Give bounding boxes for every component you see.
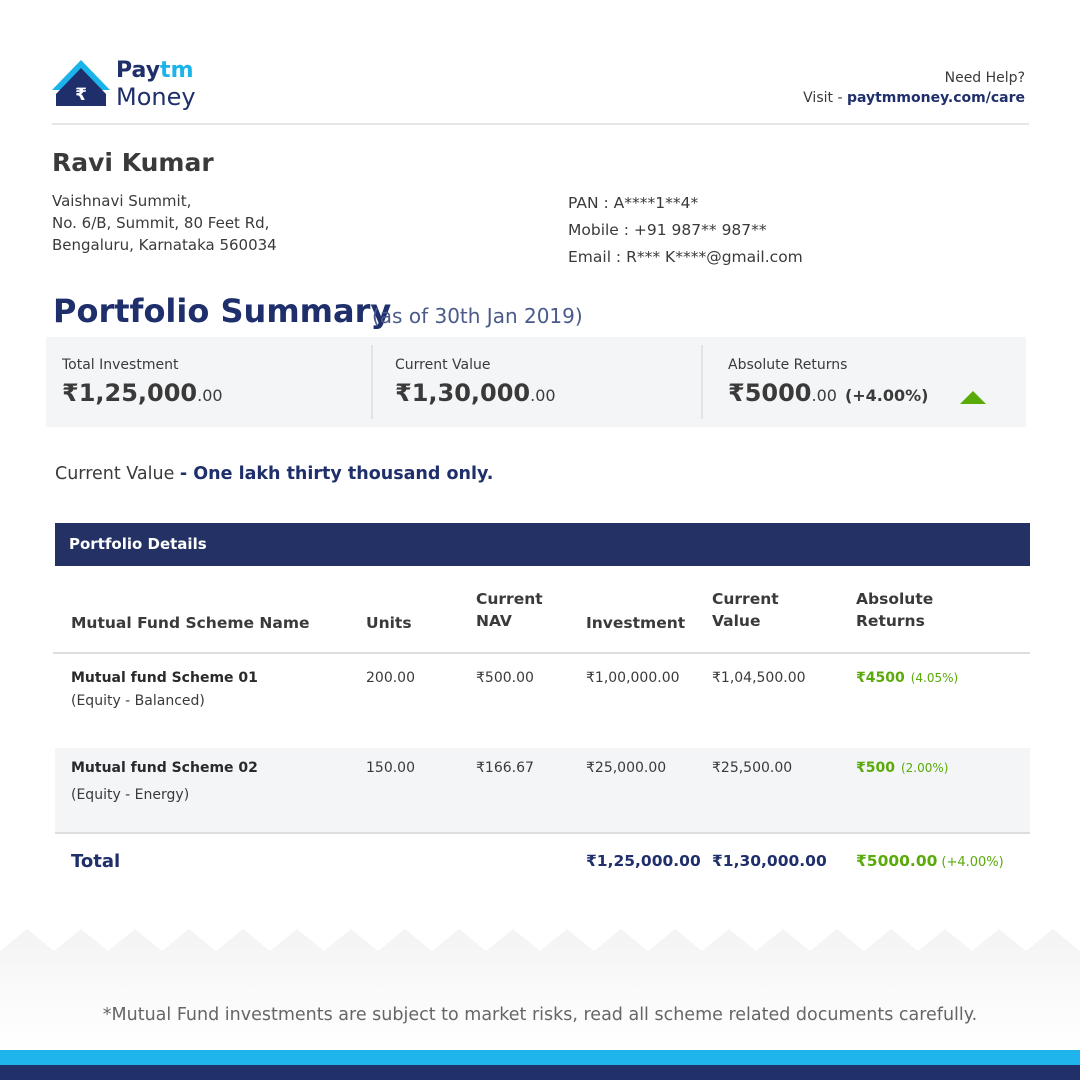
absolute-returns-card bbox=[712, 337, 1026, 427]
total-investment-card bbox=[46, 337, 371, 427]
email-address: Email : R*** K****@gmail.com bbox=[568, 248, 803, 266]
header-divider bbox=[52, 123, 1029, 125]
scheme-current-value: ₹25,500.00 bbox=[712, 760, 793, 776]
logo-wordmark-bottom: Money bbox=[116, 83, 196, 111]
zigzag-tear-edge bbox=[0, 925, 1080, 1050]
col-header-scheme-name: Mutual Fund Scheme Name bbox=[71, 614, 310, 632]
col-header-investment: Investment bbox=[586, 614, 686, 632]
scheme-investment: ₹1,00,000.00 bbox=[586, 670, 680, 686]
scheme-units: 200.00 bbox=[366, 670, 415, 686]
logo-wordmark-top: Paytm bbox=[116, 58, 194, 83]
scheme-returns: ₹4500 (4.05%) bbox=[856, 670, 959, 686]
disclaimer-text: *Mutual Fund investments are subject to market risks, read all scheme related documents carefully. bbox=[102, 1005, 978, 1025]
portfolio-summary-title: Portfolio Summary bbox=[53, 292, 392, 330]
customer-address bbox=[52, 190, 277, 256]
total-investment-label: Total Investment bbox=[62, 357, 179, 373]
customer-contact bbox=[568, 190, 803, 271]
paytm-money-logo bbox=[52, 58, 202, 114]
scheme-returns: ₹500 (2.00%) bbox=[856, 760, 949, 776]
col-header-absolute-returns: Absolute Returns bbox=[856, 590, 934, 630]
scheme-investment: ₹25,000.00 bbox=[586, 760, 667, 776]
footer-band-light bbox=[0, 1050, 1080, 1065]
summary-date: (as of 30th Jan 2019) bbox=[372, 304, 583, 328]
summary-box bbox=[46, 337, 1026, 427]
total-investment: ₹1,25,000.00 bbox=[586, 852, 701, 870]
total-returns: ₹5000.00 (+4.00%) bbox=[856, 852, 1004, 870]
footer-band-dark bbox=[0, 1065, 1080, 1080]
address-line: Vaishnavi Summit, bbox=[52, 192, 192, 210]
total-divider-line bbox=[55, 832, 1030, 834]
scheme-nav: ₹166.67 bbox=[476, 760, 534, 776]
scheme-current-value: ₹1,04,500.00 bbox=[712, 670, 806, 686]
scheme-nav: ₹500.00 bbox=[476, 670, 534, 686]
triangle-up-icon bbox=[960, 391, 986, 404]
current-value-in-words: Current Value - One lakh thirty thousand only. bbox=[55, 464, 494, 484]
scheme-units: 150.00 bbox=[366, 760, 415, 776]
address-line: No. 6/B, Summit, 80 Feet Rd, bbox=[52, 214, 270, 232]
scheme-category: (Equity - Energy) bbox=[71, 787, 190, 803]
total-current-value: ₹1,30,000.00 bbox=[712, 852, 827, 870]
absolute-returns-value: ₹5000.00 (+4.00%) bbox=[728, 379, 929, 407]
scheme-name: Mutual fund Scheme 02 bbox=[71, 760, 258, 776]
help-block bbox=[803, 68, 1025, 108]
help-title: Need Help? bbox=[944, 70, 1025, 86]
total-investment-value: ₹1,25,000.00 bbox=[62, 379, 223, 407]
help-link[interactable]: paytmmoney.com/care bbox=[846, 90, 1025, 106]
current-value-card bbox=[379, 337, 699, 427]
current-value-label: Current Value bbox=[395, 357, 491, 373]
svg-text:₹: ₹ bbox=[75, 85, 87, 105]
col-header-current-value: Current Value bbox=[712, 590, 779, 630]
scheme-name: Mutual fund Scheme 01 bbox=[71, 670, 258, 686]
customer-name: Ravi Kumar bbox=[52, 148, 214, 177]
header-divider-line bbox=[53, 652, 1030, 654]
absolute-returns-percent: (+4.00%) bbox=[844, 386, 929, 405]
portfolio-details-header: Portfolio Details bbox=[55, 523, 1030, 566]
logo-mark-icon bbox=[52, 60, 110, 108]
current-value-amount: ₹1,30,000.00 bbox=[395, 379, 556, 407]
scheme-category: (Equity - Balanced) bbox=[71, 693, 205, 709]
mobile-number: Mobile : +91 987** 987** bbox=[568, 221, 767, 239]
col-header-nav: Current NAV bbox=[476, 590, 543, 630]
pan-number: PAN : A****1**4* bbox=[568, 194, 699, 212]
summary-separator bbox=[701, 345, 703, 419]
address-line: Bengaluru, Karnataka 560034 bbox=[52, 236, 277, 254]
summary-separator bbox=[371, 345, 373, 419]
absolute-returns-label: Absolute Returns bbox=[728, 357, 848, 373]
col-header-units: Units bbox=[366, 614, 412, 632]
total-label: Total bbox=[71, 851, 121, 872]
help-visit: Visit - paytmmoney.com/care bbox=[803, 90, 1025, 106]
